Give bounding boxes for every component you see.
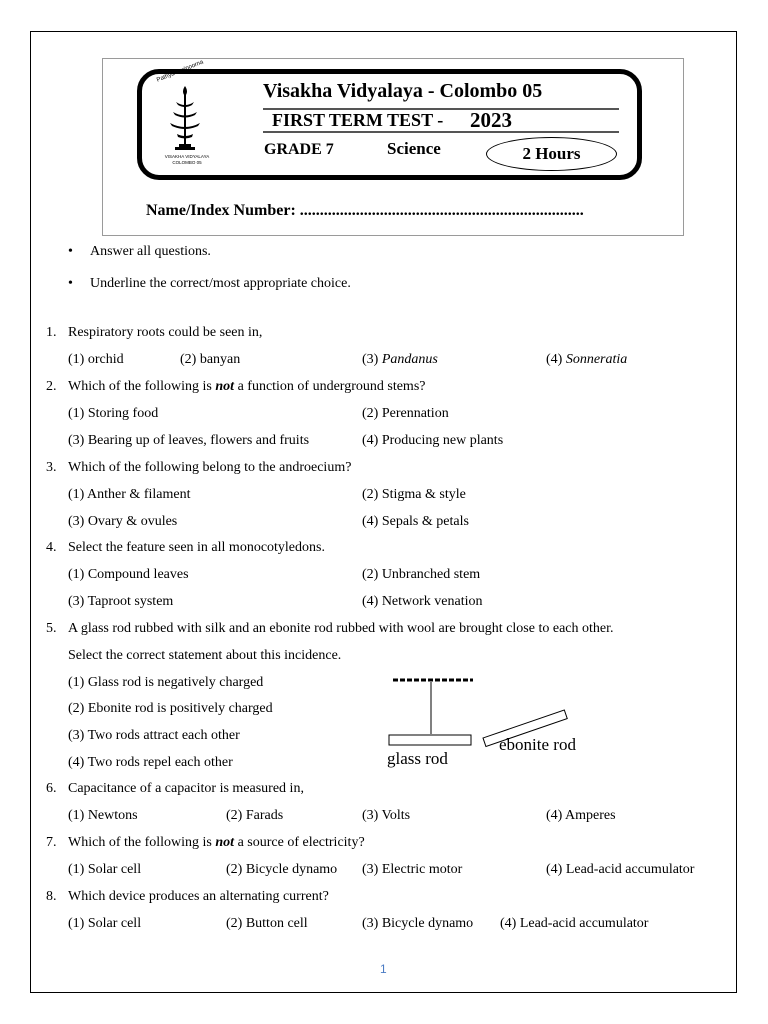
question-number: 6. (46, 781, 57, 796)
option[interactable]: (3) Bearing up of leaves, flowers and fruits (68, 433, 310, 448)
instruction-item: Answer all questions. (90, 244, 211, 259)
test-title: FIRST TERM TEST - (272, 110, 444, 130)
option[interactable]: (2) Button cell (226, 916, 308, 931)
option[interactable]: (4) Lead-acid accumulator (500, 916, 649, 931)
question-number: 5. (46, 621, 57, 636)
option[interactable]: (2) Bicycle dynamo (226, 862, 338, 877)
subject-label: Science (387, 139, 441, 158)
option[interactable]: (1) orchid (68, 352, 124, 367)
option[interactable]: (4) Sepals & petals (362, 514, 469, 529)
page-number: 1 (380, 962, 387, 976)
question-number: 2. (46, 379, 57, 394)
option[interactable]: (1) Newtons (68, 808, 138, 823)
title-rule-bottom (263, 131, 619, 133)
question-number: 4. (46, 540, 57, 555)
question-stem: Respiratory roots could be seen in, (68, 325, 263, 340)
option[interactable]: (1) Glass rod is negatively charged (68, 675, 264, 690)
option[interactable]: (2) Ebonite rod is positively charged (68, 701, 273, 716)
option[interactable]: (3) Pandanus (362, 352, 438, 367)
bullet-icon: • (68, 244, 73, 259)
option[interactable]: (1) Anther & filament (68, 487, 191, 502)
option[interactable]: (4) Amperes (546, 808, 616, 823)
option[interactable]: (3) Taproot system (68, 594, 174, 609)
ebonite-rod-label: ebonite rod (499, 735, 576, 754)
grade-label: GRADE 7 (264, 141, 334, 158)
option[interactable]: (3) Bicycle dynamo (362, 916, 474, 931)
question-stem: A glass rod rubbed with silk and an ebonite rod rubbed with wool are brought close to each other. (68, 621, 614, 636)
question-stem: Capacitance of a capacitor is measured in, (68, 781, 304, 796)
question-stem: Which device produces an alternating current? (68, 889, 329, 904)
option[interactable]: (4) Lead-acid accumulator (546, 862, 695, 877)
option[interactable]: (2) Unbranched stem (362, 567, 481, 582)
school-name: Visakha Vidyalaya - Colombo 05 (263, 80, 543, 102)
question-stem: Which of the following belong to the androecium? (68, 460, 352, 475)
option[interactable]: (2) banyan (180, 352, 241, 367)
question-number: 8. (46, 889, 57, 904)
option[interactable]: (2) Farads (226, 808, 284, 823)
option[interactable]: (2) Perennation (362, 406, 449, 421)
option[interactable]: (4) Two rods repel each other (68, 755, 233, 770)
option[interactable]: (4) Sonneratia (546, 352, 628, 367)
option[interactable]: (1) Storing food (68, 406, 159, 421)
option[interactable]: (1) Solar cell (68, 916, 142, 931)
question-number: 3. (46, 460, 57, 475)
question-stem: Which of the following is not a source of electricity? (68, 835, 365, 850)
option[interactable]: (2) Stigma & style (362, 487, 466, 502)
question-number: 7. (46, 835, 57, 850)
question-number: 1. (46, 325, 57, 340)
duration-badge: 2 Hours (486, 137, 617, 171)
question-stem-continued: Select the correct statement about this incidence. (68, 648, 342, 663)
option[interactable]: (3) Two rods attract each other (68, 728, 240, 743)
question-stem: Which of the following is not a function of underground stems? (68, 379, 426, 394)
instruction-item: Underline the correct/most appropriate choice. (90, 276, 351, 291)
option[interactable]: (3) Volts (362, 808, 411, 823)
option[interactable]: (3) Ovary & ovules (68, 514, 178, 529)
test-year: 2023 (470, 108, 512, 132)
option[interactable]: (3) Electric motor (362, 862, 463, 877)
option[interactable]: (4) Producing new plants (362, 433, 504, 448)
option[interactable]: (1) Solar cell (68, 862, 142, 877)
option[interactable]: (4) Network venation (362, 594, 483, 609)
glass-rod-label: glass rod (387, 749, 448, 768)
name-index-field[interactable]: Name/Index Number: ....................................................................... (146, 202, 584, 219)
logo-caption: VISAKHA VIDYALAYA COLOMBO 05 (164, 154, 210, 165)
bullet-icon: • (68, 276, 73, 291)
option[interactable]: (1) Compound leaves (68, 567, 189, 582)
logo-motto: Pathya Paripoorna (156, 59, 205, 84)
question-stem: Select the feature seen in all monocotyledons. (68, 540, 325, 555)
